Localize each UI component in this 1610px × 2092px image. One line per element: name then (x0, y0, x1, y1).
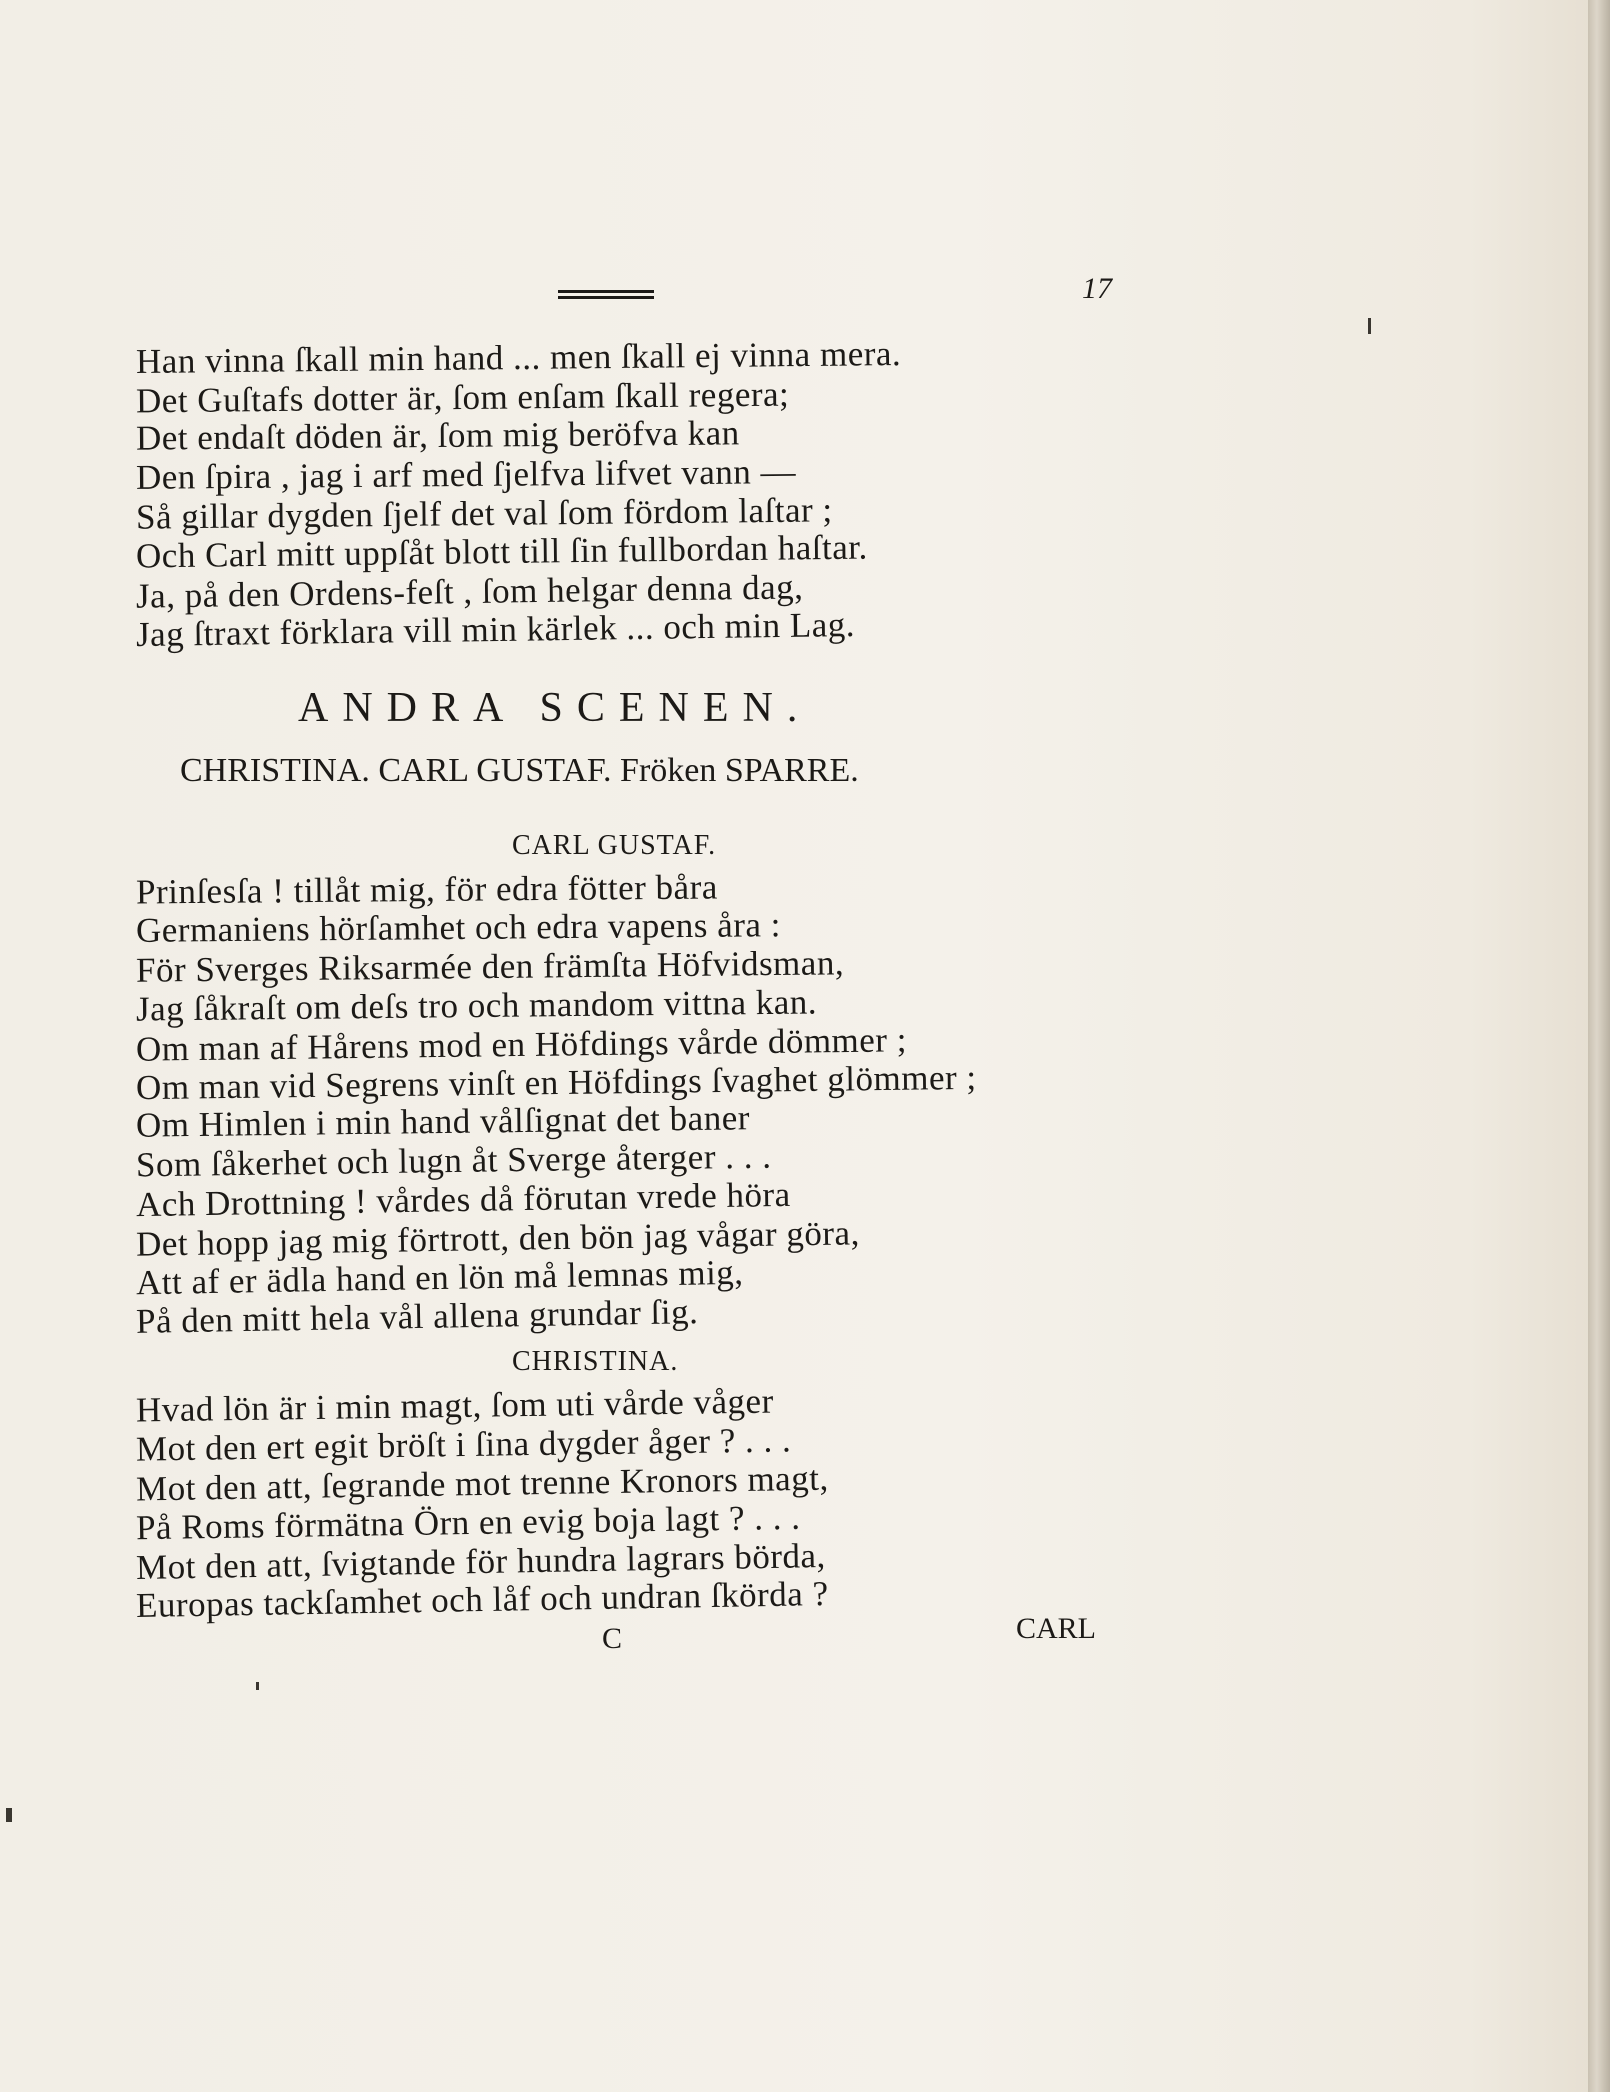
verse-line: Mot den ert egit bröſt i ſina dygder åger ? . . . (135, 1420, 792, 1469)
verse-line: Som ſåkerhet och lugn åt Sverge återger . . . (135, 1136, 772, 1185)
verse-line: På Roms förmätna Örn en evig boja lagt ? . . . (135, 1497, 801, 1548)
verse-line: För Sverges Riksarmée den främſta Höfvidsman, (135, 943, 845, 990)
verse-line: Mot den att, ſvigtande för hundra lagrars börda, (135, 1535, 827, 1588)
character-list: CHRISTINA. CARL GUSTAF. Fröken SPARRE. (180, 752, 859, 789)
verse-line: Europas tackſamhet och låf och undran ſkörda ? (135, 1573, 829, 1626)
verse-line: Den ſpira , jag i arf med ſjelfva lifvet vann — (135, 452, 797, 497)
verse-line: Jag ſåkraſt om deſs tro och mandom vittna kan. (135, 982, 818, 1029)
verse-line: Om man af Hårens mod en Höfdings vårde dömmer ; (135, 1020, 908, 1069)
paper-speck (256, 1682, 259, 1690)
verse-line: På den mitt hela vål allena grundar ſig. (135, 1292, 699, 1341)
verse-line: Mot den att, ſegrande mot trenne Kronors magt, (135, 1458, 829, 1509)
verse-line: Ach Drottning ! vårdes då förutan vrede höra (135, 1174, 791, 1225)
verse-line: Det Guſtafs dotter är, ſom enſam ſkall regera; (135, 374, 790, 421)
verse-line: Jag ſtraxt förklara vill min kärlek ... och min Lag. (135, 604, 856, 655)
verse-line: Det hopp jag mig förtrott, den bön jag vågar göra, (135, 1213, 861, 1264)
scene-title: ANDRA SCENEN. (298, 685, 812, 731)
paper-speck (6, 1808, 12, 1822)
verse-line: Om Himlen i min hand vålſignat det baner (135, 1098, 751, 1145)
paper-speck (1368, 318, 1371, 334)
verse-line: Han vinna ſkall min hand ... men ſkall ej vinna mera. (135, 333, 902, 382)
verse-line: Att af er ädla hand en lön må lemnas mig, (135, 1252, 744, 1303)
verse-line: Det endaſt döden är, ſom mig beröfva kan (135, 413, 740, 458)
verse-line: Prinſesſa ! tillåt mig, för edra fötter båra (135, 867, 718, 912)
verse-line: Och Carl mitt uppſåt blott till ſin fullbordan haſtar. (135, 527, 868, 576)
catchword: CARL (1016, 1612, 1097, 1645)
page-spine-edge (1588, 0, 1610, 2092)
verse-line: Hvad lön är i min magt, ſom uti vårde våger (135, 1381, 774, 1430)
verse-line: Germaniens hörſamhet och edra vapens åra : (135, 905, 782, 950)
header-double-rule (558, 290, 654, 302)
speaker-name: CHRISTINA. (512, 1346, 679, 1377)
page-number: 17 (1082, 272, 1112, 305)
verse-line: Om man vid Segrens vinſt en Höfdings ſvaghet glömmer ; (135, 1057, 977, 1108)
verse-line: Ja, på den Ordens-feſt , ſom helgar denna dag, (135, 567, 804, 616)
speaker-name: CARL GUSTAF. (512, 830, 717, 861)
verse-line: Så gillar dygden ſjelf det val ſom fördom laſtar ; (135, 490, 833, 537)
signature-mark: C (602, 1622, 623, 1655)
